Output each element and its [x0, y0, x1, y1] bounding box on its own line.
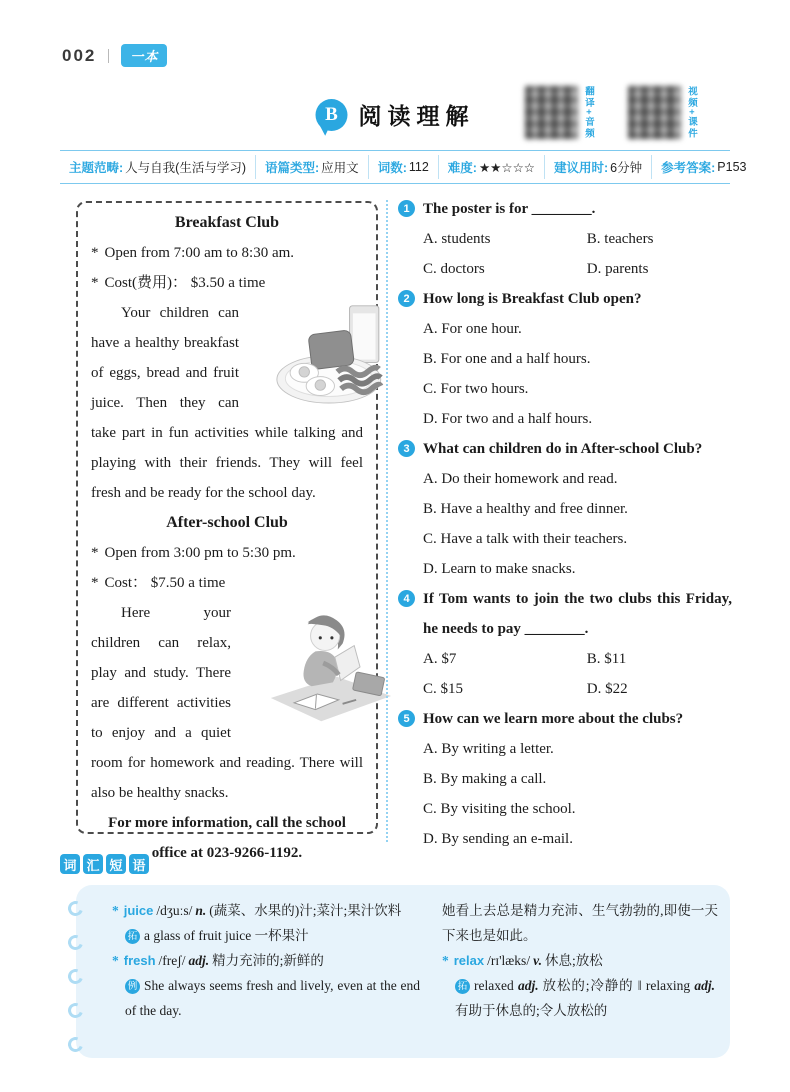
qr-item-video-courseware — [628, 86, 698, 142]
bullet-asterisk: * — [91, 275, 99, 291]
option-b: B. Have a healthy and free dinner. — [423, 501, 628, 517]
question-text: The poster is for ________. — [423, 201, 596, 217]
qr-code-image — [628, 86, 681, 139]
qr-code-image — [525, 86, 578, 139]
vocab-sub-extension — [112, 923, 420, 948]
section-title-row — [316, 98, 475, 131]
example-sentence: She always seems fresh and lively, even at the end of the day. — [125, 978, 420, 1018]
question-4 — [398, 584, 732, 704]
option-c: C. By visiting the school. — [423, 801, 576, 817]
derived-word: relaxing — [645, 978, 691, 993]
option-d: D. For two and a half hours. — [423, 411, 593, 427]
spiral-ring-icon — [66, 967, 86, 987]
info-value: 人与自我(生活与学习) — [125, 161, 246, 175]
option-a: A. Do their homework and read. — [423, 471, 618, 487]
question-number-badge: 4 — [398, 590, 415, 607]
club2-paragraph: Here your children can relax, play and study. There are different activities to enjoy and a quiet room for homework and reading. There will also be healthy snacks. — [91, 598, 363, 808]
info-value: 应用文 — [321, 161, 359, 175]
page-number: 002 — [62, 45, 97, 65]
option-c: C. For two hours. — [423, 381, 529, 397]
vocab-left-column — [112, 898, 420, 1048]
entry-phonetic: /freʃ/ — [158, 953, 186, 968]
option-d: D. Learn to make snacks. — [423, 561, 576, 577]
vocab-entry-juice — [112, 898, 420, 923]
entry-bullet: * — [442, 953, 449, 968]
derived-definition: 放松的;冷静的 ‖ — [541, 978, 642, 993]
entry-phonetic: /rɪ'læks/ — [487, 953, 531, 968]
question-number-badge: 1 — [398, 200, 415, 217]
vocab-title-char: 短 — [106, 854, 126, 874]
option-c: C. Have a talk with their teachers. — [423, 531, 628, 547]
question-text: How long is Breakfast Club open? — [423, 291, 642, 307]
club1-open-hours: * Open from 7:00 am to 8:30 am. — [91, 245, 295, 261]
vocab-entry-relax — [442, 948, 718, 973]
info-label: 建议用时: — [554, 161, 609, 175]
entry-pos: v. — [533, 953, 542, 968]
option-b: B. teachers — [586, 231, 654, 247]
question-1 — [398, 194, 732, 284]
entry-definition: 精力充沛的;新鲜的 — [212, 953, 324, 968]
vocab-title-char: 语 — [129, 854, 149, 874]
entry-definition: (蔬菜、水果的)汁;菜汁;果汁饮料 — [209, 903, 402, 918]
question-options — [423, 464, 732, 584]
extension-text: a glass of fruit juice 一杯果汁 — [144, 928, 309, 943]
spiral-ring-icon — [66, 933, 86, 953]
info-value: P153 — [717, 160, 747, 174]
info-label: 语篇类型: — [265, 161, 320, 175]
vocab-right-column — [442, 898, 718, 1048]
option-a: A. $7 — [423, 651, 457, 667]
option-d: D. $22 — [586, 681, 628, 697]
header-divider — [108, 49, 109, 63]
option-d: D. By sending an e-mail. — [423, 831, 573, 847]
bullet-asterisk: * — [91, 575, 99, 591]
info-item-answer-page — [651, 155, 755, 179]
club2-title: After-school Club — [166, 514, 288, 531]
derived-word: relaxed — [474, 978, 514, 993]
passage-footer-note: For more information, call the school office at 023-9266-1192. — [108, 815, 346, 861]
vocab-title-char: 汇 — [83, 854, 103, 874]
info-label: 参考答案: — [661, 161, 716, 175]
qr-item-translate-audio — [525, 86, 595, 142]
bullet-asterisk: * — [91, 245, 99, 261]
spiral-ring-icon — [66, 899, 86, 919]
vocab-sub-example — [112, 973, 420, 1023]
club1-title: Breakfast Club — [174, 214, 280, 231]
question-text: How can we learn more about the clubs? — [423, 711, 684, 727]
qr-label-video-courseware: 视频+课件 — [686, 86, 697, 140]
club2-cost: * Cost： $7.50 a time — [91, 575, 226, 591]
section-b-bubble-icon — [316, 99, 348, 131]
info-item-wordcount — [368, 155, 438, 179]
spiral-ring-icon — [66, 1001, 86, 1021]
info-label: 难度: — [447, 161, 477, 175]
info-label: 主题范畴: — [69, 161, 124, 175]
entry-word: fresh — [123, 953, 156, 968]
breakfast-plate-image — [245, 300, 363, 406]
column-divider — [386, 200, 388, 842]
option-a: A. By writing a letter. — [423, 741, 554, 757]
vocab-sub-extension-relax — [442, 973, 718, 1023]
question-number-badge: 5 — [398, 710, 415, 727]
qr-label-translate-audio: 翻译+音频 — [583, 86, 594, 140]
reading-passage-box — [76, 201, 378, 861]
club2-open-hours: * Open from 3:00 pm to 5:30 pm. — [91, 545, 296, 561]
entry-bullet: * — [112, 903, 119, 918]
info-label: 词数: — [377, 161, 407, 175]
bullet-asterisk: * — [91, 545, 99, 561]
option-a: A. students — [423, 231, 491, 247]
boy-reading-image — [235, 602, 363, 726]
vocab-title-char: 词 — [60, 854, 80, 874]
page-title: 阅读理解 — [358, 103, 475, 129]
entry-pos: n. — [195, 903, 207, 918]
question-options — [423, 734, 732, 854]
derived-pos: adj. — [518, 978, 539, 993]
info-item-theme — [60, 155, 255, 179]
club1-paragraph: Your children can have a healthy breakfast of eggs, bread and fruit juice. Then they can take part in fun activities while talking and playing with their friends. They will feel fresh and be ready for the school day. — [91, 298, 363, 508]
example-badge-icon: 例 — [125, 979, 140, 994]
question-options — [423, 224, 732, 284]
question-number-badge: 2 — [398, 290, 415, 307]
entry-word: relax — [453, 953, 485, 968]
info-item-genre — [255, 155, 368, 179]
entry-bullet: * — [112, 953, 119, 968]
difficulty-stars: ★★☆☆☆ — [478, 160, 535, 175]
question-5 — [398, 704, 732, 854]
question-2 — [398, 284, 732, 434]
example-translation: 她看上去总是精力充沛、生气勃勃的,即使一天下来也是如此。 — [442, 903, 718, 943]
option-a: A. For one hour. — [423, 321, 522, 337]
spiral-ring-icon — [66, 1035, 86, 1055]
question-3 — [398, 434, 732, 584]
vocab-panel — [76, 885, 730, 1058]
question-options — [423, 644, 732, 704]
vocab-section-title — [60, 854, 149, 874]
club1-cost: * Cost(费用)： $3.50 a time — [91, 275, 266, 291]
extension-badge-icon: 拓 — [125, 929, 140, 944]
passage-info-bar — [60, 150, 747, 184]
entry-word: juice — [123, 903, 154, 918]
page-header — [62, 44, 167, 67]
entry-phonetic: /dʒuːs/ — [156, 903, 193, 918]
question-options — [423, 314, 732, 434]
brand-badge: 一本 — [121, 44, 167, 67]
question-number-badge: 3 — [398, 440, 415, 457]
option-b: B. For one and a half hours. — [423, 351, 591, 367]
vocab-entry-fresh — [112, 948, 420, 973]
info-item-suggested-time — [544, 155, 651, 179]
questions-column — [398, 194, 732, 854]
entry-definition: 休息;放松 — [544, 953, 603, 968]
qr-group — [525, 86, 698, 142]
info-value: 112 — [408, 160, 429, 174]
derived-definition: 有助于休息的;令人放松的 — [455, 1003, 608, 1018]
extension-badge-icon: 拓 — [455, 979, 470, 994]
option-d: D. parents — [586, 261, 649, 277]
question-text: If Tom wants to join the two clubs this Friday, he needs to pay ________. — [423, 591, 732, 637]
info-value: 6分钟 — [610, 161, 643, 175]
option-b: B. By making a call. — [423, 771, 547, 787]
question-text: What can children do in After-school Club? — [423, 441, 703, 457]
option-b: B. $11 — [586, 651, 627, 667]
entry-pos: adj. — [188, 953, 210, 968]
option-c: C. $15 — [423, 681, 464, 697]
section-badge-letter: B — [325, 103, 338, 125]
derived-pos: adj. — [694, 978, 716, 993]
info-item-difficulty — [438, 155, 544, 179]
option-c: C. doctors — [423, 261, 485, 277]
